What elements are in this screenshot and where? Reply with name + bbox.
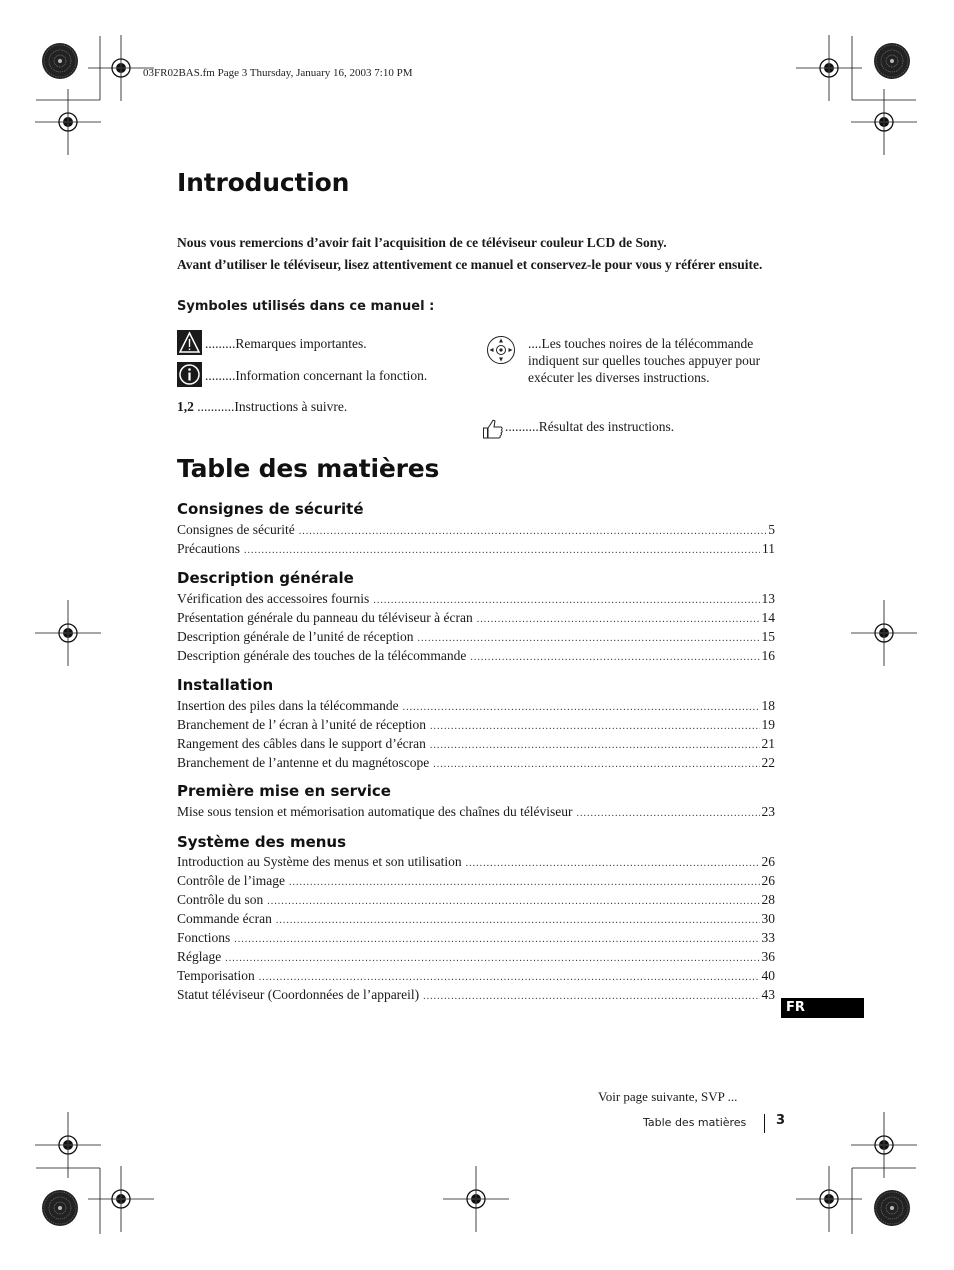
toc-entry-label: Réglage (177, 949, 222, 964)
toc-entry-label: Vérification des accessoires fournis (177, 591, 370, 606)
toc-entry[interactable] (177, 521, 775, 539)
toc-leader-dots (430, 737, 760, 755)
remote-buttons-icon (486, 335, 516, 370)
remote-symbol-text: ....Les touches noires de la télécommande indiquent sur quelles touches appuyer pour exécuter les diverses instructions. (528, 336, 761, 385)
toc-entry[interactable] (177, 853, 775, 871)
toc-leader-dots (289, 874, 760, 892)
toc-leader-dots (403, 699, 760, 717)
toc-section-heading: Consignes de sécurité (177, 500, 364, 518)
toc-entry-page: 22 (761, 755, 775, 770)
toc-leader-dots (244, 542, 760, 560)
toc-entry[interactable] (177, 872, 775, 890)
file-info-header: 03FR02BAS.fm Page 3 Thursday, January 16, 2003 7:10 PM (143, 67, 413, 79)
language-tab: FR (781, 998, 864, 1018)
color-wheel-icon (42, 1190, 78, 1226)
toc-leader-dots (299, 523, 767, 541)
toc-entry-page: 13 (761, 591, 775, 606)
toc-entry-label: Branchement de l’ écran à l’unité de réception (177, 717, 426, 732)
toc-section-heading: Installation (177, 676, 274, 694)
toc-leader-dots (430, 718, 760, 736)
toc-entry-page: 14 (761, 610, 775, 625)
toc-entry-page: 33 (761, 930, 775, 945)
steps-symbol-text: ...........Instructions à suivre. (193, 399, 348, 414)
toc-entry-label: Commande écran (177, 911, 272, 926)
color-wheel-icon (874, 1190, 910, 1226)
toc-leader-dots (259, 969, 760, 987)
toc-entry-page: 28 (761, 892, 775, 907)
toc-entry-page: 26 (761, 854, 775, 869)
toc-entry[interactable] (177, 803, 775, 821)
toc-section-heading: Description générale (177, 569, 354, 587)
toc-entry[interactable] (177, 697, 775, 715)
intro-read-manual-paragraph: Avant d’utiliser le téléviseur, lisez attentivement ce manuel et conservez-le pour vous y référer ensuite. (177, 257, 763, 272)
toc-entry-label: Temporisation (177, 968, 255, 983)
toc-leader-dots (433, 756, 759, 774)
toc-leader-dots (466, 855, 760, 873)
toc-entry-label: Fonctions (177, 930, 231, 945)
steps-number: 1,2 (177, 399, 194, 414)
toc-entry[interactable] (177, 628, 775, 646)
toc-entry-page: 11 (762, 541, 775, 556)
info-symbol-text: .........Information concernant la fonction. (205, 368, 428, 383)
toc-entry-page: 19 (761, 717, 775, 732)
toc-entry-label: Mise sous tension et mémorisation automatique des chaînes du téléviseur (177, 804, 573, 819)
toc-entry-page: 15 (761, 629, 775, 644)
toc-leader-dots (234, 931, 759, 949)
toc-entry-page: 16 (761, 648, 775, 663)
symbols-heading: Symboles utilisés dans ce manuel : (177, 299, 435, 314)
toc-entry-page: 21 (761, 736, 775, 751)
toc-entry[interactable] (177, 910, 775, 928)
toc-leader-dots (267, 893, 759, 911)
toc-entry-label: Précautions (177, 541, 240, 556)
toc-entry[interactable] (177, 967, 775, 985)
toc-entry-page: 40 (761, 968, 775, 983)
toc-entry[interactable] (177, 929, 775, 947)
toc-title: Table des matières (177, 454, 440, 483)
toc-entry[interactable] (177, 590, 775, 608)
footer-divider (764, 1114, 765, 1133)
toc-leader-dots (225, 950, 759, 968)
toc-entry-label: Branchement de l’antenne et du magnétoscope (177, 755, 430, 770)
next-page-note: Voir page suivante, SVP ... (598, 1089, 738, 1104)
warning-symbol-text: .........Remarques importantes. (205, 336, 367, 351)
toc-entry-label: Présentation générale du panneau du téléviseur à écran (177, 610, 473, 625)
toc-entry-page: 36 (761, 949, 775, 964)
toc-entry-page: 26 (761, 873, 775, 888)
intro-thanks-paragraph: Nous vous remercions d’avoir fait l’acquisition de ce téléviseur couleur LCD de Sony. (177, 235, 667, 250)
toc-leader-dots (373, 592, 759, 610)
toc-leader-dots (276, 912, 760, 930)
toc-entry-label: Consignes de sécurité (177, 522, 295, 537)
color-wheel-icon (42, 43, 78, 79)
toc-leader-dots (418, 630, 760, 648)
toc-entry[interactable] (177, 609, 775, 627)
toc-entry-page: 18 (761, 698, 775, 713)
toc-entry-page: 30 (761, 911, 775, 926)
toc-entry[interactable] (177, 540, 775, 558)
toc-entry[interactable] (177, 986, 775, 1004)
toc-entry-label: Contrôle du son (177, 892, 264, 907)
color-wheel-icon (874, 43, 910, 79)
toc-entry[interactable] (177, 647, 775, 665)
toc-section-heading: Système des menus (177, 833, 347, 851)
toc-entry-label: Rangement des câbles dans le support d’écran (177, 736, 426, 751)
page-number: 3 (776, 1113, 786, 1128)
toc-entry[interactable] (177, 948, 775, 966)
toc-entry-label: Introduction au Système des menus et son utilisation (177, 854, 462, 869)
warning-icon (177, 330, 202, 355)
toc-section-heading: Première mise en service (177, 782, 391, 800)
steps-symbol-row (177, 398, 347, 415)
toc-entry-page: 23 (761, 804, 775, 819)
toc-entry[interactable] (177, 891, 775, 909)
introduction-title: Introduction (177, 168, 350, 197)
toc-entry[interactable] (177, 735, 775, 753)
toc-leader-dots (477, 611, 760, 629)
toc-leader-dots (423, 988, 759, 1006)
thumbs-up-icon (482, 418, 504, 445)
toc-entry-label: Statut téléviseur (Coordonnées de l’appareil) (177, 987, 420, 1002)
toc-leader-dots (470, 649, 759, 667)
toc-entry-label: Description générale des touches de la télécommande (177, 648, 467, 663)
toc-entry-label: Contrôle de l’image (177, 873, 285, 888)
toc-leader-dots (577, 805, 760, 823)
toc-entry-page: 43 (761, 987, 775, 1002)
info-icon (177, 362, 202, 387)
toc-entry[interactable] (177, 716, 775, 734)
footer-section-name: Table des matières (643, 1116, 747, 1129)
toc-entry[interactable] (177, 754, 775, 772)
toc-entry-label: Insertion des piles dans la télécommande (177, 698, 399, 713)
result-symbol-text: ..........Résultat des instructions. (505, 419, 675, 434)
toc-entry-page: 5 (768, 522, 775, 537)
toc-entry-label: Description générale de l’unité de réception (177, 629, 414, 644)
